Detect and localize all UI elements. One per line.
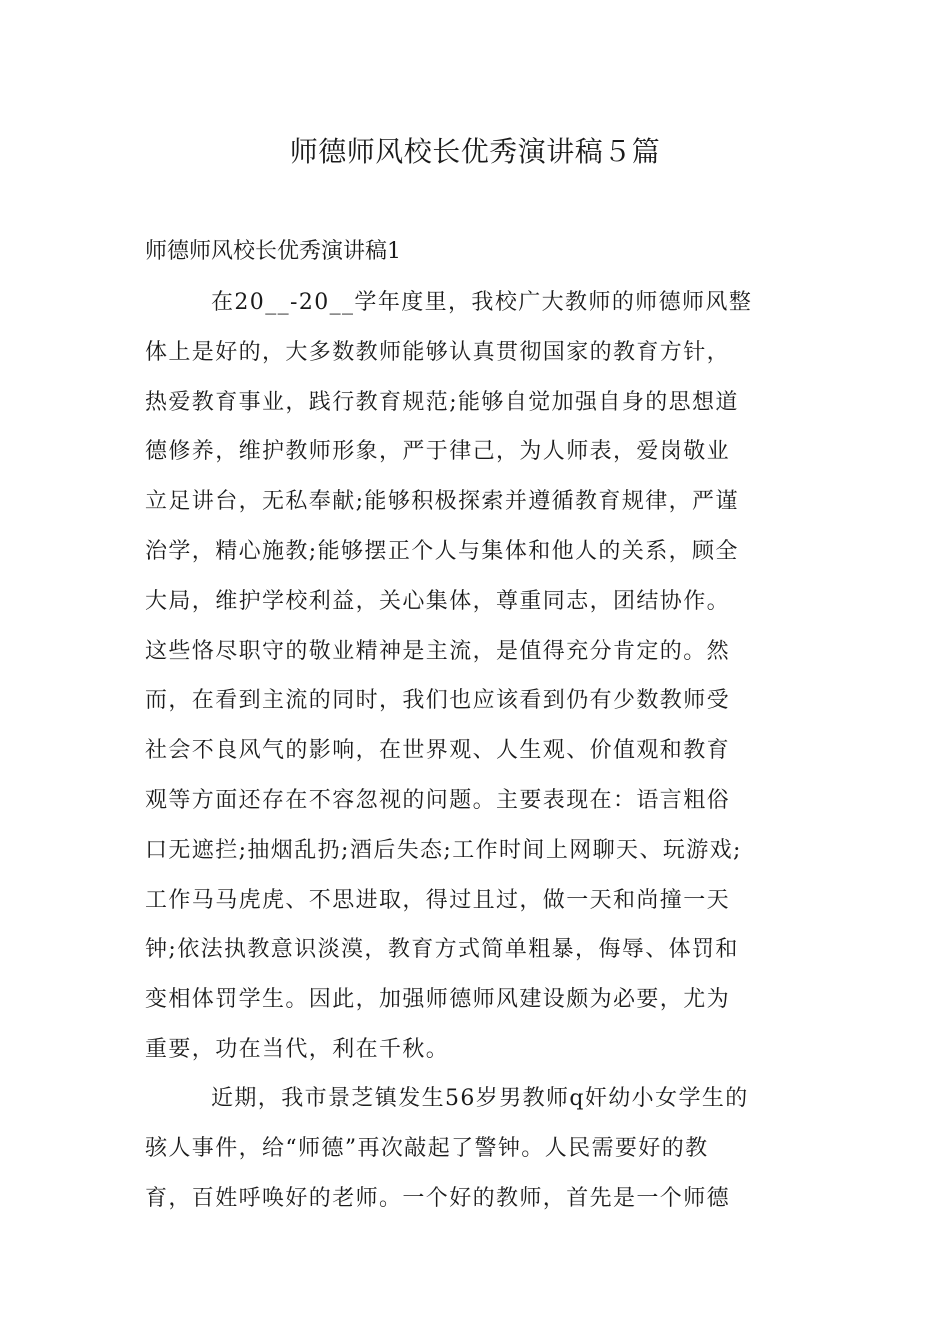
paragraph-line: 体上是好的，大多数教师能够认真贯彻国家的教育方针， <box>145 339 731 365</box>
paragraph-line: 德修养，维护教师形象，严于律己，为人师表，爱岗敬业 <box>145 439 731 465</box>
document-title: 师德师风校长优秀演讲稿５篇 <box>289 135 661 168</box>
paragraph-line: 社会不良风气的影响，在世界观、人生观、价值观和教育 <box>145 738 731 764</box>
paragraph-line: 近期，我市景芝镇发生56岁男教师q奸幼小女学生的 <box>211 1086 749 1111</box>
paragraph-line: 立足讲台，无私奉献;能够积极探索并遵循教育规律，严谨 <box>145 489 739 515</box>
paragraph-line: 观等方面还存在不容忽视的问题。主要表现在：语言粗俗 <box>145 787 731 813</box>
paragraph-line: 这些恪尽职守的敬业精神是主流，是值得充分肯定的。然 <box>145 638 731 664</box>
paragraph-line: 在20__-20__学年度里，我校广大教师的师德师风整 <box>211 290 753 315</box>
paragraph-line: 骇人事件，给“师德”再次敲起了警钟。人民需要好的教 <box>145 1135 709 1161</box>
paragraph-line: 重要，功在当代，利在千秋。 <box>145 1036 450 1062</box>
paragraph-line: 大局，维护学校利益，关心集体，尊重同志，团结协作。 <box>145 588 731 614</box>
paragraph-2 <box>145 1074 810 1223</box>
paragraph-line: 治学，精心施教;能够摆正个人与集体和他人的关系，顾全 <box>145 538 739 564</box>
paragraph-1 <box>145 278 810 1075</box>
paragraph-line: 而，在看到主流的同时，我们也应该看到仍有少数教师受 <box>145 688 731 714</box>
paragraph-line: 口无遮拦;抽烟乱扔;酒后失态;工作时间上网聊天、玩游戏; <box>145 837 742 863</box>
paragraph-line: 钟;依法执教意识淡漠，教育方式简单粗暴，侮辱、体罚和 <box>145 937 739 963</box>
paragraph-line: 育，百姓呼唤好的老师。一个好的教师，首先是一个师德 <box>145 1185 731 1211</box>
paragraph-line: 变相体罚学生。因此，加强师德师风建设颇为必要，尤为 <box>145 987 731 1013</box>
paragraph-line: 工作马马虎虎、不思进取，得过且过，做一天和尚撞一天 <box>145 887 731 913</box>
section-heading: 师德师风校长优秀演讲稿1 <box>145 239 401 264</box>
paragraph-line: 热爱教育事业，践行教育规范;能够自觉加强自身的思想道 <box>145 389 739 415</box>
